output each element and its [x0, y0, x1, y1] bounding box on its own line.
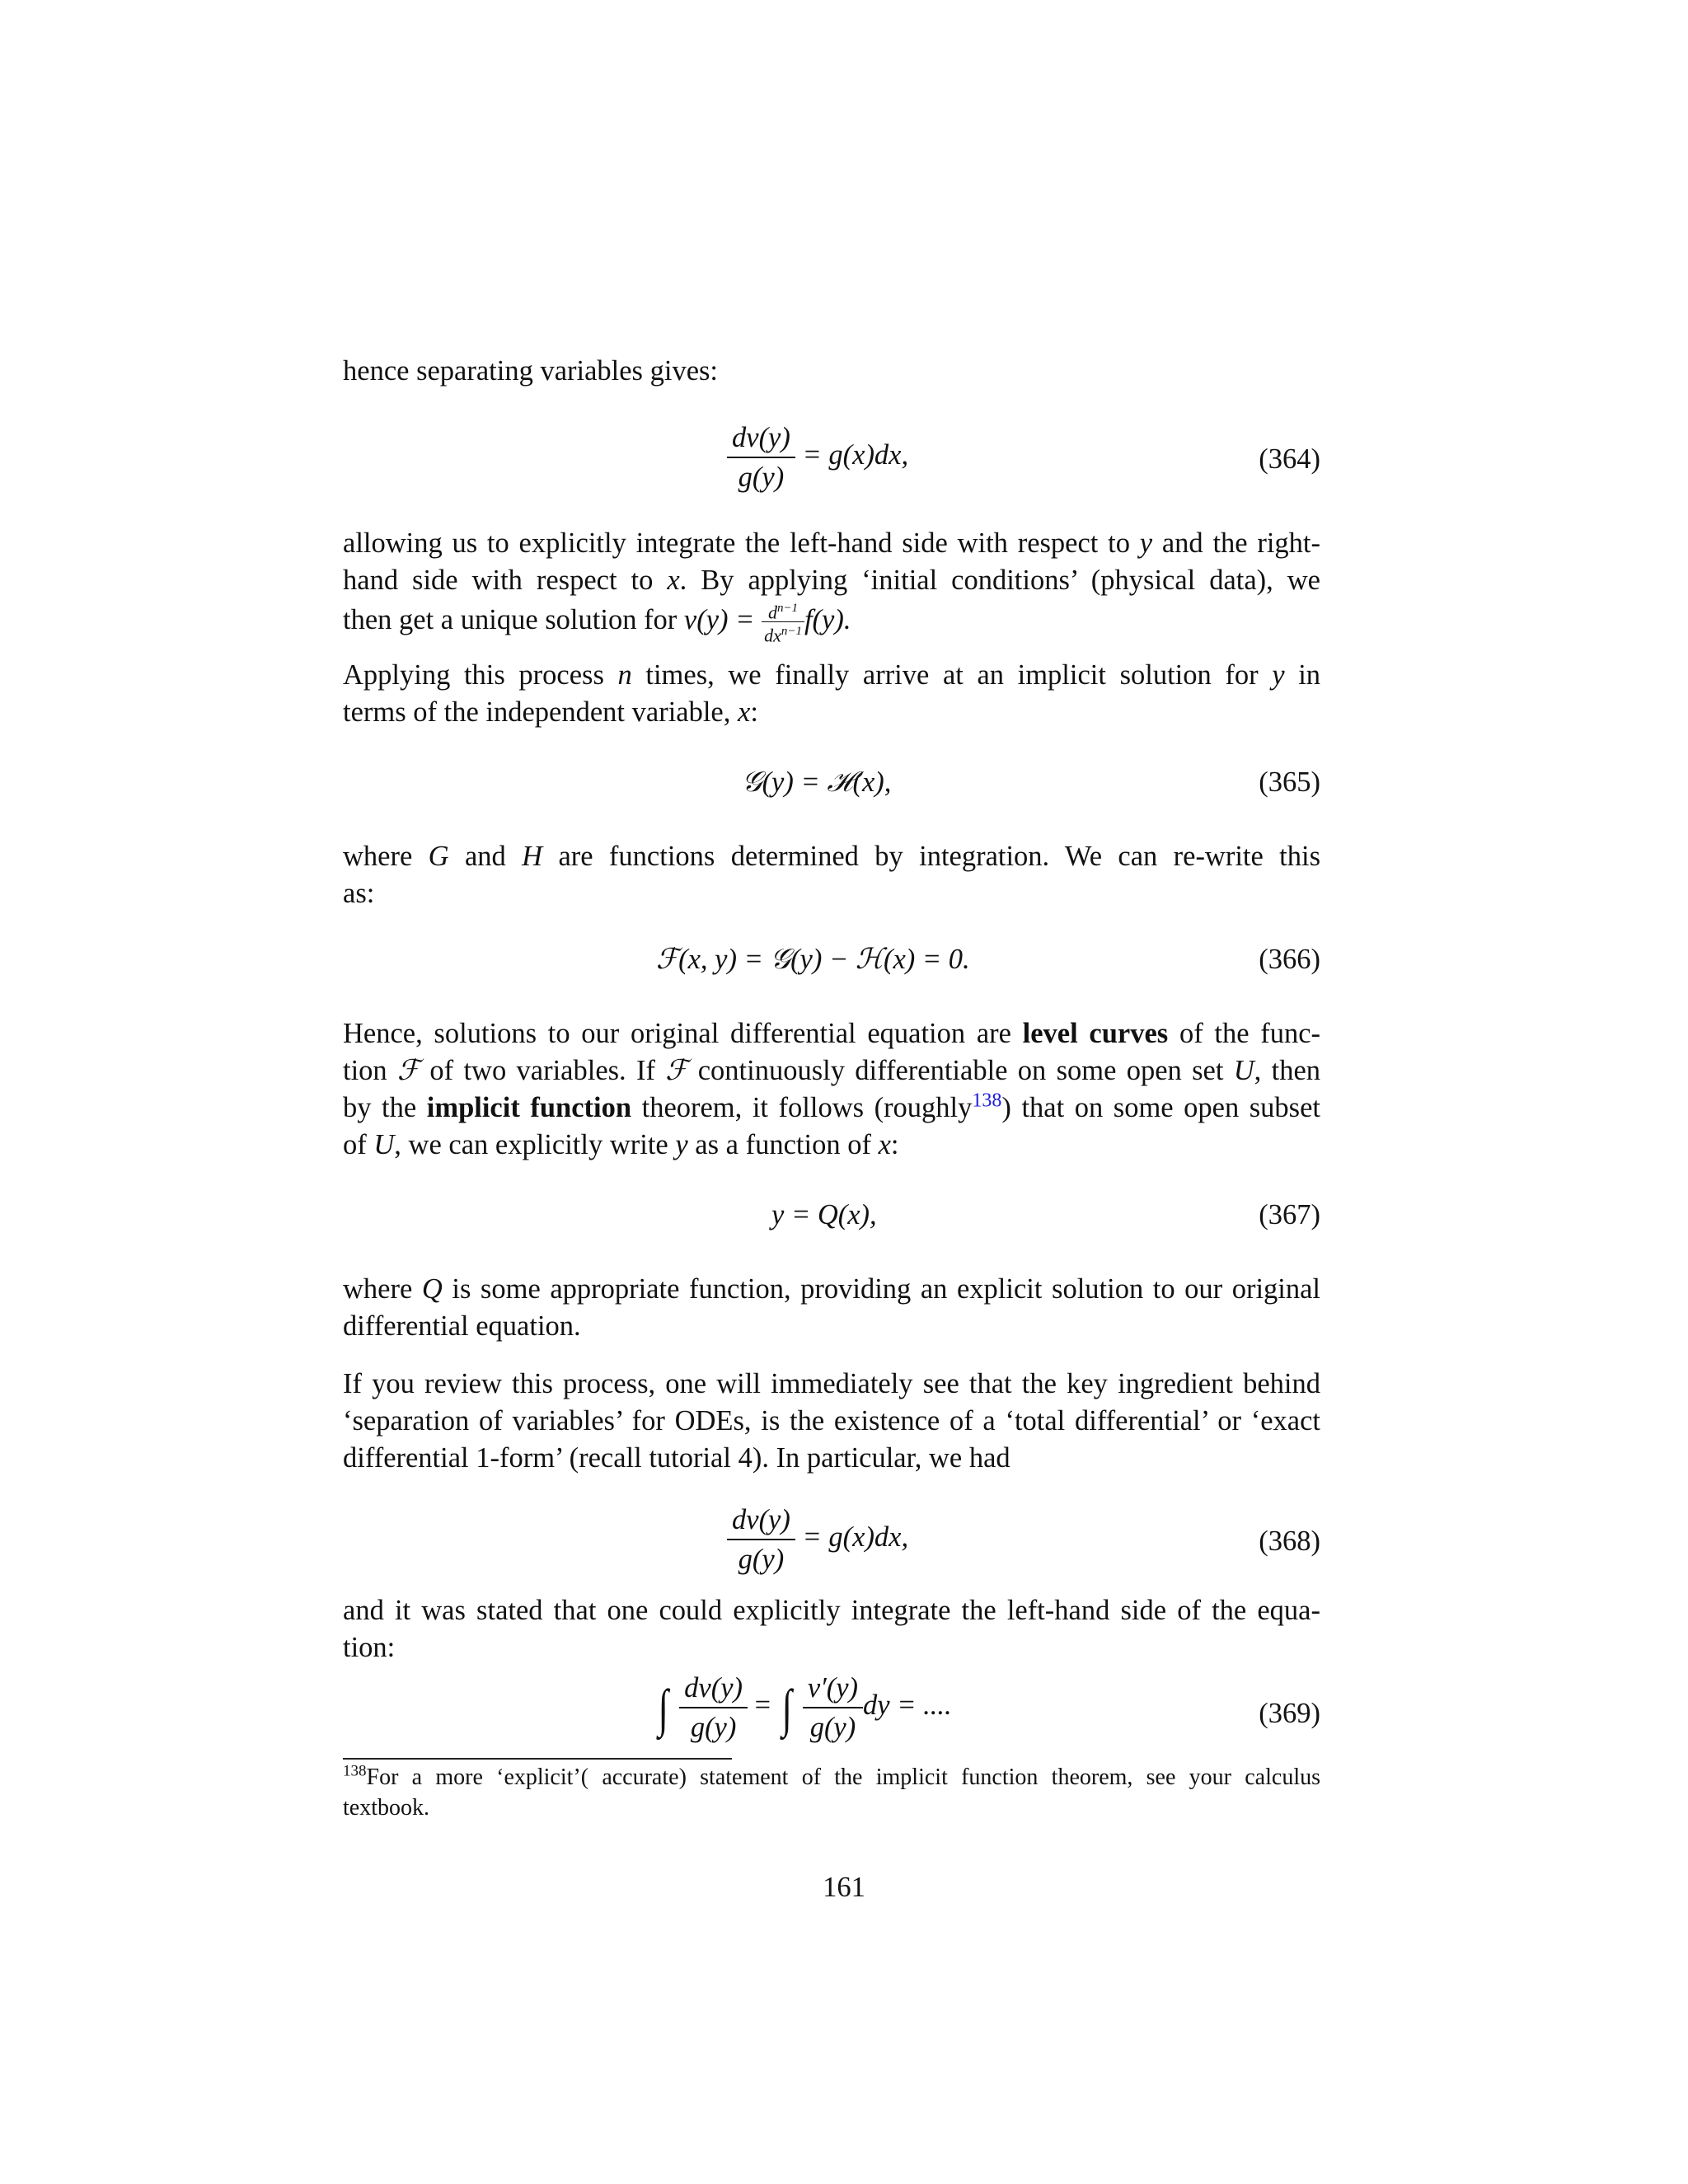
text: and	[464, 841, 506, 872]
equation-body	[727, 1501, 908, 1578]
denominator: g(y)	[727, 457, 795, 496]
text-line	[343, 694, 1320, 731]
math-var: x	[738, 696, 751, 728]
text: times, we finally arrive at an implicit solution for	[645, 659, 1259, 691]
page-number: 161	[823, 1872, 865, 1903]
equation-number: (368)	[1259, 1526, 1320, 1557]
text-line	[343, 562, 1320, 599]
equation-rhs: = g(x)dx,	[802, 438, 909, 471]
math-expr: v(y) =	[683, 603, 755, 635]
denominator: g(y)	[727, 1539, 795, 1578]
text-line: If you review this process, one will immediately see that the key ingredient behind	[343, 1368, 1320, 1399]
equation-body: 𝒢(y) = ℋ(x),	[742, 766, 892, 798]
numerator: dv(y)	[732, 422, 790, 453]
superscript: n−1	[776, 602, 799, 615]
equation-body: y = Q(x),	[771, 1199, 877, 1230]
numerator: dv(y)	[732, 1504, 790, 1535]
equation-368	[343, 1501, 1320, 1583]
integral-sign: ∫	[658, 1678, 668, 1737]
equals-sign: =	[754, 1689, 771, 1721]
symbol: dx	[764, 625, 781, 646]
footnote	[343, 1762, 1320, 1823]
denominator: g(y)	[679, 1707, 748, 1746]
text: of	[343, 1129, 367, 1160]
text: where	[343, 1273, 413, 1305]
equation-number: (365)	[1259, 766, 1320, 798]
text: then get a unique solution for	[343, 603, 678, 635]
text: are functions determined by integration. We can re-write this	[558, 841, 1321, 872]
text: Hence, solutions to our original differential equation are	[343, 1018, 1011, 1049]
text: as a function of	[695, 1129, 871, 1160]
math-var: x	[878, 1129, 891, 1160]
fraction	[727, 419, 795, 496]
text: hand side with respect to	[343, 565, 654, 596]
text-line: differential equation.	[343, 1310, 581, 1342]
denominator	[762, 621, 804, 644]
numerator: dv(y)	[684, 1672, 743, 1704]
text-line: ‘separation of variables’ for ODEs, is the existence of a ‘total differential’ or ‘exact	[343, 1405, 1320, 1436]
footnote-line	[343, 1762, 1320, 1793]
text-line	[343, 1015, 1320, 1052]
paragraph-review	[343, 1366, 1320, 1477]
equation-367	[343, 1197, 1320, 1238]
paragraph-process	[343, 657, 1320, 731]
text: terms of the independent variable,	[343, 696, 731, 728]
math-var: y	[1139, 527, 1153, 559]
math-var: x	[667, 565, 680, 596]
superscript: n−1	[781, 625, 802, 639]
equation-365	[343, 764, 1320, 805]
paragraph-explicit-solution	[343, 1271, 1320, 1345]
text: Applying this process	[343, 659, 604, 691]
equation-364	[343, 419, 1320, 501]
math-var: U	[1233, 1055, 1254, 1086]
paragraph-integrate	[343, 1592, 1320, 1666]
text-line: hence separating variables gives:	[343, 355, 719, 387]
footnote-mark: 138	[343, 1762, 367, 1780]
text: continuously differentiable on some open set	[697, 1055, 1224, 1086]
text-line	[343, 1090, 1320, 1127]
math-var: y	[675, 1129, 688, 1160]
math-var: n	[617, 659, 632, 691]
text-line	[343, 525, 1320, 562]
bold-term: implicit function	[426, 1092, 632, 1123]
equation-rhs: = g(x)dx,	[802, 1521, 909, 1553]
math-var: ℱ	[396, 1054, 420, 1087]
footnote-line: textbook.	[343, 1795, 429, 1821]
integral-sign: ∫	[781, 1678, 792, 1737]
text: . By applying ‘initial conditions’ (physical data), we	[679, 565, 1320, 596]
text: in	[1298, 659, 1321, 691]
fraction	[727, 1501, 795, 1578]
equation-number: (364)	[1259, 443, 1320, 475]
text-line	[343, 1271, 1320, 1308]
numerator: v′(y)	[807, 1672, 859, 1704]
numerator	[762, 599, 804, 621]
paragraph-level-curves	[343, 1015, 1320, 1164]
derivative-fraction	[762, 599, 804, 645]
paragraph-intro	[343, 353, 1320, 390]
symbol: d	[767, 602, 777, 623]
math-var: G	[428, 841, 449, 872]
text: of two variables. If	[429, 1055, 655, 1086]
text: is some appropriate function, providing an explicit solution to our original	[452, 1273, 1321, 1305]
equation-369	[343, 1669, 1320, 1751]
equation-tail: dy = ....	[863, 1689, 952, 1721]
text-line	[343, 599, 1320, 646]
math-var: ℱ	[665, 1054, 688, 1087]
paragraph-integration	[343, 525, 1320, 646]
equation-body: ℱ(x, y) = 𝒢(y) − ℋ(x) = 0.	[656, 944, 970, 975]
text: and the right-	[1161, 527, 1320, 559]
math-var: y	[1272, 659, 1285, 691]
text: by the	[343, 1092, 417, 1123]
text-line	[343, 838, 1320, 875]
math-var: U	[373, 1129, 395, 1160]
text: theorem, it follows (roughly	[641, 1092, 973, 1123]
text-line	[343, 1127, 1320, 1164]
denominator: g(y)	[803, 1707, 863, 1746]
text: , then	[1254, 1055, 1321, 1086]
text: ) that on some open subset	[1001, 1092, 1320, 1123]
text-line: and it was stated that one could explicitly integrate the left-hand side of the equa-	[343, 1595, 1320, 1626]
text: :	[890, 1129, 899, 1160]
equation-number: (366)	[1259, 944, 1320, 975]
equation-366	[343, 941, 1320, 982]
fraction	[803, 1669, 863, 1746]
equation-number: (369)	[1259, 1698, 1320, 1729]
text-line	[343, 1052, 1320, 1090]
text: :	[750, 696, 758, 728]
text: tion	[343, 1055, 387, 1086]
equation-number: (367)	[1259, 1199, 1320, 1230]
text: allowing us to explicitly integrate the left-hand side with respect to	[343, 527, 1130, 559]
text: of the func-	[1179, 1018, 1321, 1049]
equation-body	[654, 1669, 952, 1746]
text-line: tion:	[343, 1632, 396, 1663]
text: where	[343, 841, 413, 872]
paragraph-functions	[343, 838, 1320, 912]
fraction	[679, 1669, 748, 1746]
equation-body	[727, 419, 908, 496]
bold-term: level curves	[1022, 1018, 1169, 1049]
text-line: differential 1-form’ (recall tutorial 4). In particular, we had	[343, 1442, 1010, 1474]
footnote-rule	[343, 1758, 732, 1760]
footnote-link[interactable]: 138	[972, 1090, 1002, 1112]
text: For a more ‘explicit’( accurate) statement of the implicit function theorem, see your calculus	[366, 1765, 1320, 1790]
math-var: Q	[421, 1273, 443, 1305]
math-var: H	[522, 841, 543, 872]
text-line: as:	[343, 878, 375, 909]
text: , we can explicitly write	[394, 1129, 668, 1160]
text-line	[343, 657, 1320, 694]
math-expr: f(y).	[804, 603, 851, 635]
